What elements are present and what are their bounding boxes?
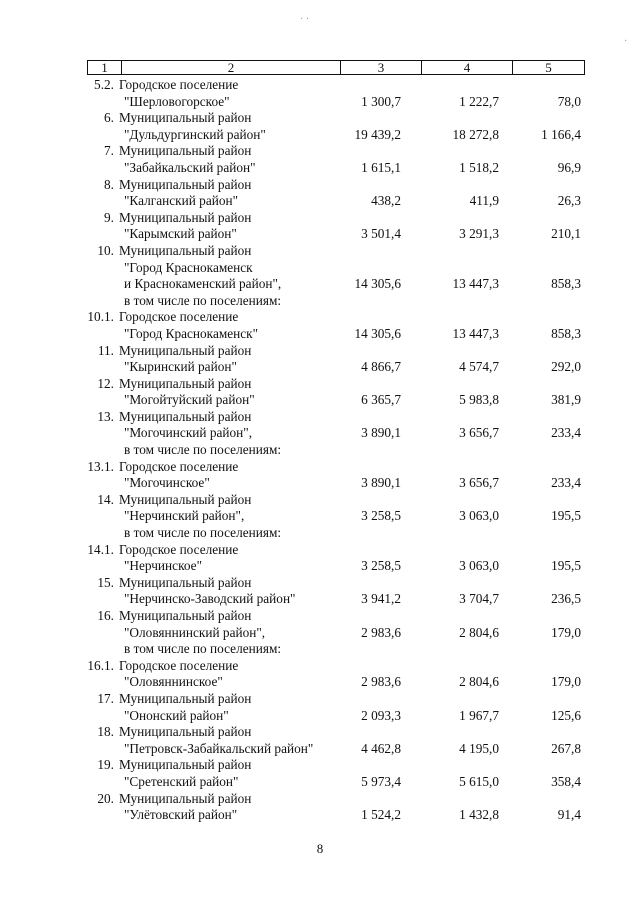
cell-v3: 3 258,5 xyxy=(361,558,401,574)
cell-v3: 3 501,4 xyxy=(361,226,401,242)
row-name-line: "Могочинский район", xyxy=(124,425,253,441)
row-name-line: Муниципальный район xyxy=(119,757,252,773)
cell-v5: 96,9 xyxy=(557,159,581,175)
header-col-4: 4 xyxy=(422,61,513,74)
row-name-line: "Петровск-Забайкальский район" xyxy=(124,740,314,756)
cell-v4: 1 432,8 xyxy=(459,807,499,823)
row-name-line: Муниципальный район xyxy=(119,574,252,590)
cell-v3: 6 365,7 xyxy=(361,392,401,408)
table-row-line xyxy=(0,807,640,824)
cell-v4: 1 967,7 xyxy=(459,707,499,723)
row-name-line: Муниципальный район xyxy=(119,608,252,623)
table-row xyxy=(0,177,640,194)
table-row xyxy=(0,608,640,625)
row-number: 17. xyxy=(97,690,114,706)
cell-v5: 78,0 xyxy=(557,93,581,109)
cell-v4: 3 704,7 xyxy=(459,591,499,607)
row-name-line: "Нерчинско-Заводский район" xyxy=(124,591,296,607)
row-name-line: Муниципальный район xyxy=(119,176,252,192)
table-row-line xyxy=(0,442,640,459)
row-name-line: в том числе по поселениям: xyxy=(124,641,282,657)
table-row xyxy=(0,757,640,774)
row-number: 13. xyxy=(97,408,114,424)
cell-v4: 3 063,0 xyxy=(459,508,499,524)
cell-v4: 5 983,8 xyxy=(459,392,499,408)
row-name-line: "Ононский район" xyxy=(124,707,229,723)
row-name-line: Муниципальный район xyxy=(119,110,252,126)
cell-v4: 1 222,7 xyxy=(459,93,499,109)
row-name-line: "Могойтуйский район" xyxy=(124,392,255,408)
row-number: 15. xyxy=(97,574,114,590)
table-row xyxy=(0,691,640,708)
table-row xyxy=(0,309,640,326)
cell-v4: 13 447,3 xyxy=(452,325,499,341)
cell-v5: 210,1 xyxy=(551,226,581,242)
table-row xyxy=(0,143,640,160)
cell-v5: 292,0 xyxy=(551,359,581,375)
cell-v4: 411,9 xyxy=(469,193,499,209)
table-row-line xyxy=(0,558,640,575)
row-name-line: Городское поселение xyxy=(119,458,239,474)
table-row-line xyxy=(0,276,640,293)
cell-v3: 14 305,6 xyxy=(354,276,401,292)
row-name-line: "Могочинское" xyxy=(124,475,210,491)
row-name-line: Муниципальный район xyxy=(119,143,252,159)
cell-v5: 267,8 xyxy=(551,740,581,756)
row-name-line: "Оловяннинский район", xyxy=(124,624,266,640)
table-row-line xyxy=(0,525,640,542)
cell-v3: 1 615,1 xyxy=(361,159,401,175)
row-name-line: в том числе по поселениям: xyxy=(124,442,282,458)
cell-v5: 233,4 xyxy=(551,475,581,491)
table-row xyxy=(0,243,640,260)
cell-v4: 5 615,0 xyxy=(459,773,499,789)
row-number: 7. xyxy=(104,143,114,159)
table-row-line xyxy=(0,425,640,442)
cell-v3: 19 439,2 xyxy=(354,126,401,142)
cell-v3: 3 258,5 xyxy=(361,508,401,524)
row-number: 12. xyxy=(97,375,114,391)
table-row-line xyxy=(0,127,640,144)
cell-v4: 3 656,7 xyxy=(459,475,499,491)
table-body xyxy=(0,77,640,824)
table-row xyxy=(0,343,640,360)
table-row-line xyxy=(0,674,640,691)
cell-v4: 2 804,6 xyxy=(459,624,499,640)
row-name-line: Муниципальный район xyxy=(119,790,252,806)
row-name-line: "Нерчинское" xyxy=(124,558,202,574)
header-col-2: 2 xyxy=(122,61,341,74)
cell-v3: 2 093,3 xyxy=(361,707,401,723)
row-name-line: в том числе по поселениям: xyxy=(124,292,282,308)
row-name-line: Муниципальный район xyxy=(119,375,252,391)
row-number: 14.1. xyxy=(87,541,114,557)
table-row-line xyxy=(0,226,640,243)
row-name-line: Муниципальный район xyxy=(119,209,252,225)
table-row xyxy=(0,724,640,741)
row-name-line: "Город Краснокаменск" xyxy=(124,325,259,341)
cell-v5: 125,6 xyxy=(551,707,581,723)
scan-speck-top: · · xyxy=(300,14,310,25)
table-row-line xyxy=(0,392,640,409)
table-header xyxy=(87,60,585,75)
cell-v4: 13 447,3 xyxy=(452,276,499,292)
row-name-line: Муниципальный район xyxy=(119,242,252,258)
row-number: 10.1. xyxy=(87,309,114,325)
cell-v3: 438,2 xyxy=(371,193,401,209)
row-number: 11. xyxy=(97,342,114,358)
cell-v5: 358,4 xyxy=(551,773,581,789)
table-row xyxy=(0,110,640,127)
row-name-line: Муниципальный район xyxy=(119,724,252,740)
cell-v4: 4 195,0 xyxy=(459,740,499,756)
cell-v5: 26,3 xyxy=(557,193,581,209)
row-name-line: "Шерловогорское" xyxy=(124,93,230,109)
row-number: 14. xyxy=(97,491,114,507)
row-number: 18. xyxy=(97,724,114,740)
table-row xyxy=(0,77,640,94)
row-name-line: Муниципальный район xyxy=(119,690,252,706)
table-row xyxy=(0,459,640,476)
cell-v5: 91,4 xyxy=(557,807,581,823)
row-name-line: "Город Краснокаменск xyxy=(124,259,253,275)
cell-v5: 195,5 xyxy=(551,508,581,524)
cell-v5: 195,5 xyxy=(551,558,581,574)
row-name-line: и Краснокаменский район", xyxy=(124,276,282,292)
table-row xyxy=(0,492,640,509)
cell-v3: 3 890,1 xyxy=(361,425,401,441)
cell-v5: 236,5 xyxy=(551,591,581,607)
table-row-line xyxy=(0,260,640,277)
table-row-line xyxy=(0,94,640,111)
row-number: 10. xyxy=(97,242,114,258)
cell-v5: 1 166,4 xyxy=(541,126,581,142)
cell-v4: 3 291,3 xyxy=(459,226,499,242)
row-name-line: "Кыринский район" xyxy=(124,359,237,375)
table-row xyxy=(0,542,640,559)
cell-v4: 2 804,6 xyxy=(459,674,499,690)
row-name-line: "Улётовский район" xyxy=(124,807,238,823)
table-row xyxy=(0,376,640,393)
row-name-line: Городское поселение xyxy=(119,657,239,673)
cell-v3: 4 866,7 xyxy=(361,359,401,375)
table-row-line xyxy=(0,625,640,642)
cell-v3: 5 973,4 xyxy=(361,773,401,789)
table-row xyxy=(0,210,640,227)
cell-v3: 1 300,7 xyxy=(361,93,401,109)
table-row-line xyxy=(0,774,640,791)
table-row-line xyxy=(0,475,640,492)
cell-v3: 4 462,8 xyxy=(361,740,401,756)
row-name-line: Городское поселение xyxy=(119,77,239,92)
table-row xyxy=(0,658,640,675)
page-number: 8 xyxy=(316,841,324,856)
table-row-line xyxy=(0,326,640,343)
row-number: 19. xyxy=(97,757,114,773)
row-name-line: Муниципальный район xyxy=(119,491,252,507)
row-name-line: Городское поселение xyxy=(119,309,239,325)
header-col-3: 3 xyxy=(341,61,422,74)
cell-v4: 4 574,7 xyxy=(459,359,499,375)
row-name-line: "Дульдургинский район" xyxy=(124,126,266,142)
row-number: 16. xyxy=(97,608,114,623)
header-col-5: 5 xyxy=(545,60,552,75)
row-name-line: "Оловяннинское" xyxy=(124,674,223,690)
table-row-line xyxy=(0,591,640,608)
row-number: 16.1. xyxy=(87,657,114,673)
scan-speck-right: · xyxy=(624,36,628,47)
cell-v5: 858,3 xyxy=(551,276,581,292)
row-name-line: в том числе по поселениям: xyxy=(124,525,282,541)
table-row xyxy=(0,575,640,592)
row-name-line: "Нерчинский район", xyxy=(124,508,245,524)
row-number: 6. xyxy=(104,110,114,126)
cell-v3: 1 524,2 xyxy=(361,807,401,823)
table-row-line xyxy=(0,359,640,376)
table-row-line xyxy=(0,508,640,525)
row-number: 13.1. xyxy=(87,458,114,474)
cell-v5: 233,4 xyxy=(551,425,581,441)
table-row-line xyxy=(0,160,640,177)
cell-v5: 381,9 xyxy=(551,392,581,408)
row-name-line: "Забайкальский район" xyxy=(124,159,256,175)
table-row-line xyxy=(0,293,640,310)
table-row-line xyxy=(0,193,640,210)
table-row xyxy=(0,791,640,808)
cell-v5: 179,0 xyxy=(551,624,581,640)
table-row xyxy=(0,409,640,426)
table-row-line xyxy=(0,741,640,758)
row-name-line: "Сретенский район" xyxy=(124,773,239,789)
cell-v4: 3 063,0 xyxy=(459,558,499,574)
cell-v3: 2 983,6 xyxy=(361,624,401,640)
cell-v4: 18 272,8 xyxy=(452,126,499,142)
cell-v3: 3 890,1 xyxy=(361,475,401,491)
row-number: 5.2. xyxy=(94,77,114,92)
cell-v4: 1 518,2 xyxy=(459,159,499,175)
cell-v5: 858,3 xyxy=(551,325,581,341)
row-name-line: Муниципальный район xyxy=(119,342,252,358)
cell-v5: 179,0 xyxy=(551,674,581,690)
cell-v3: 14 305,6 xyxy=(354,325,401,341)
row-name-line: Муниципальный район xyxy=(119,408,252,424)
table-row-line xyxy=(0,708,640,725)
cell-v4: 3 656,7 xyxy=(459,425,499,441)
row-number: 9. xyxy=(104,209,114,225)
table-row-line xyxy=(0,641,640,658)
row-name-line: "Карымский район" xyxy=(124,226,237,242)
header-col-1: 1 xyxy=(88,61,122,74)
row-name-line: "Калганский район" xyxy=(124,193,239,209)
row-number: 20. xyxy=(97,790,114,806)
cell-v3: 3 941,2 xyxy=(361,591,401,607)
row-name-line: Городское поселение xyxy=(119,541,239,557)
cell-v3: 2 983,6 xyxy=(361,674,401,690)
row-number: 8. xyxy=(104,176,114,192)
